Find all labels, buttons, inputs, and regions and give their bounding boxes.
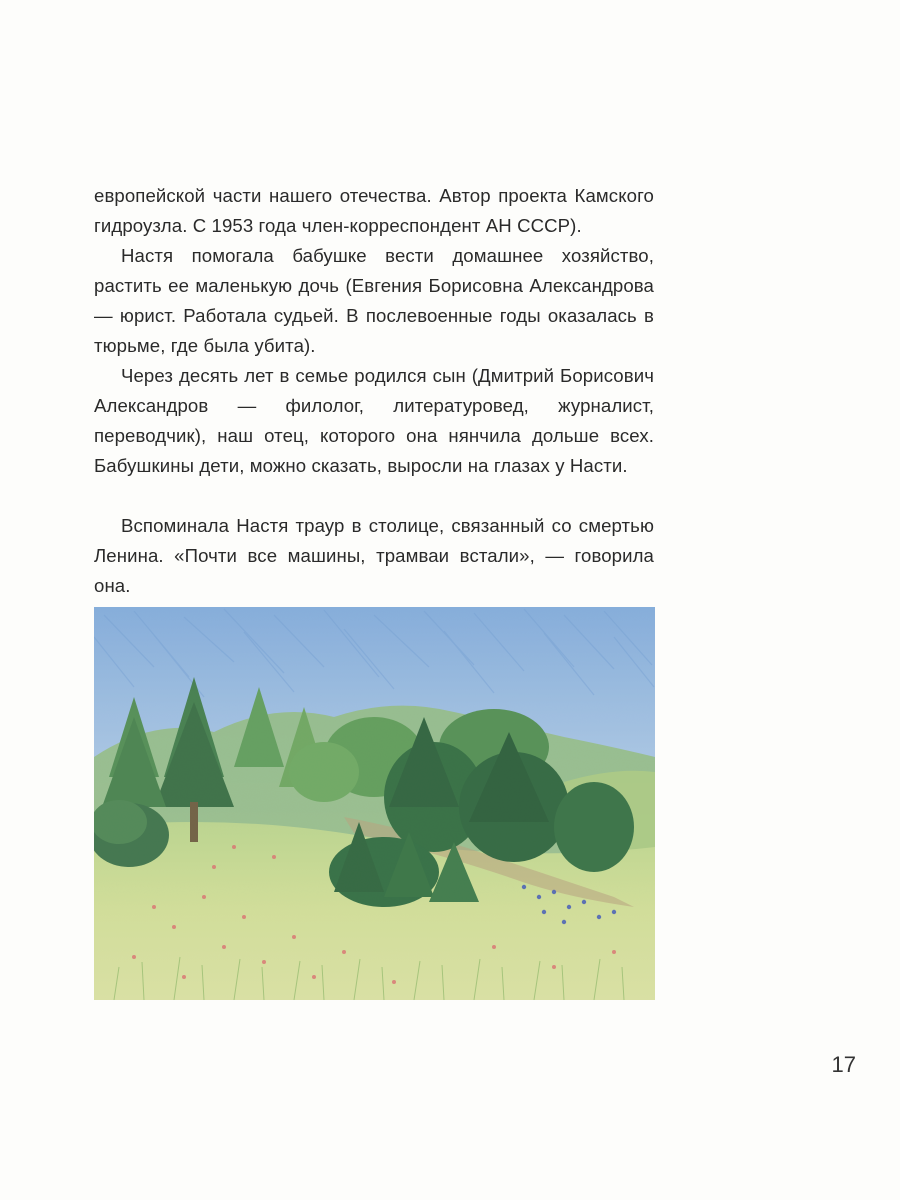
landscape-illustration (94, 607, 655, 1000)
paragraph-3: Через десять лет в семье родился сын (Дмитрий Борисович Александров — филолог, литературовед, журналист, переводчик), наш отец, которого она нянчила дольше всех. Бабушкины дети, можно сказать, выросли на глазах у Насти. (94, 365, 654, 476)
paragraph-1: европейской части нашего отечества. Автор проекта Камского гидроузла. С 1953 года член-корреспондент АН СССР). (94, 185, 654, 236)
paragraph-4: Вспоминала Настя траур в столице, связанный со смертью Ленина. «Почти все машины, трамваи встали», — говорила она. (94, 515, 654, 596)
page-number: 17 (831, 1052, 856, 1077)
paragraph-2: Настя помогала бабушке вести домашнее хозяйство, растить ее маленькую дочь (Евгения Борисовна Александрова — юрист. Работала судьей. В послевоенные годы оказалась в тюрьме, где была убита). (94, 245, 654, 356)
